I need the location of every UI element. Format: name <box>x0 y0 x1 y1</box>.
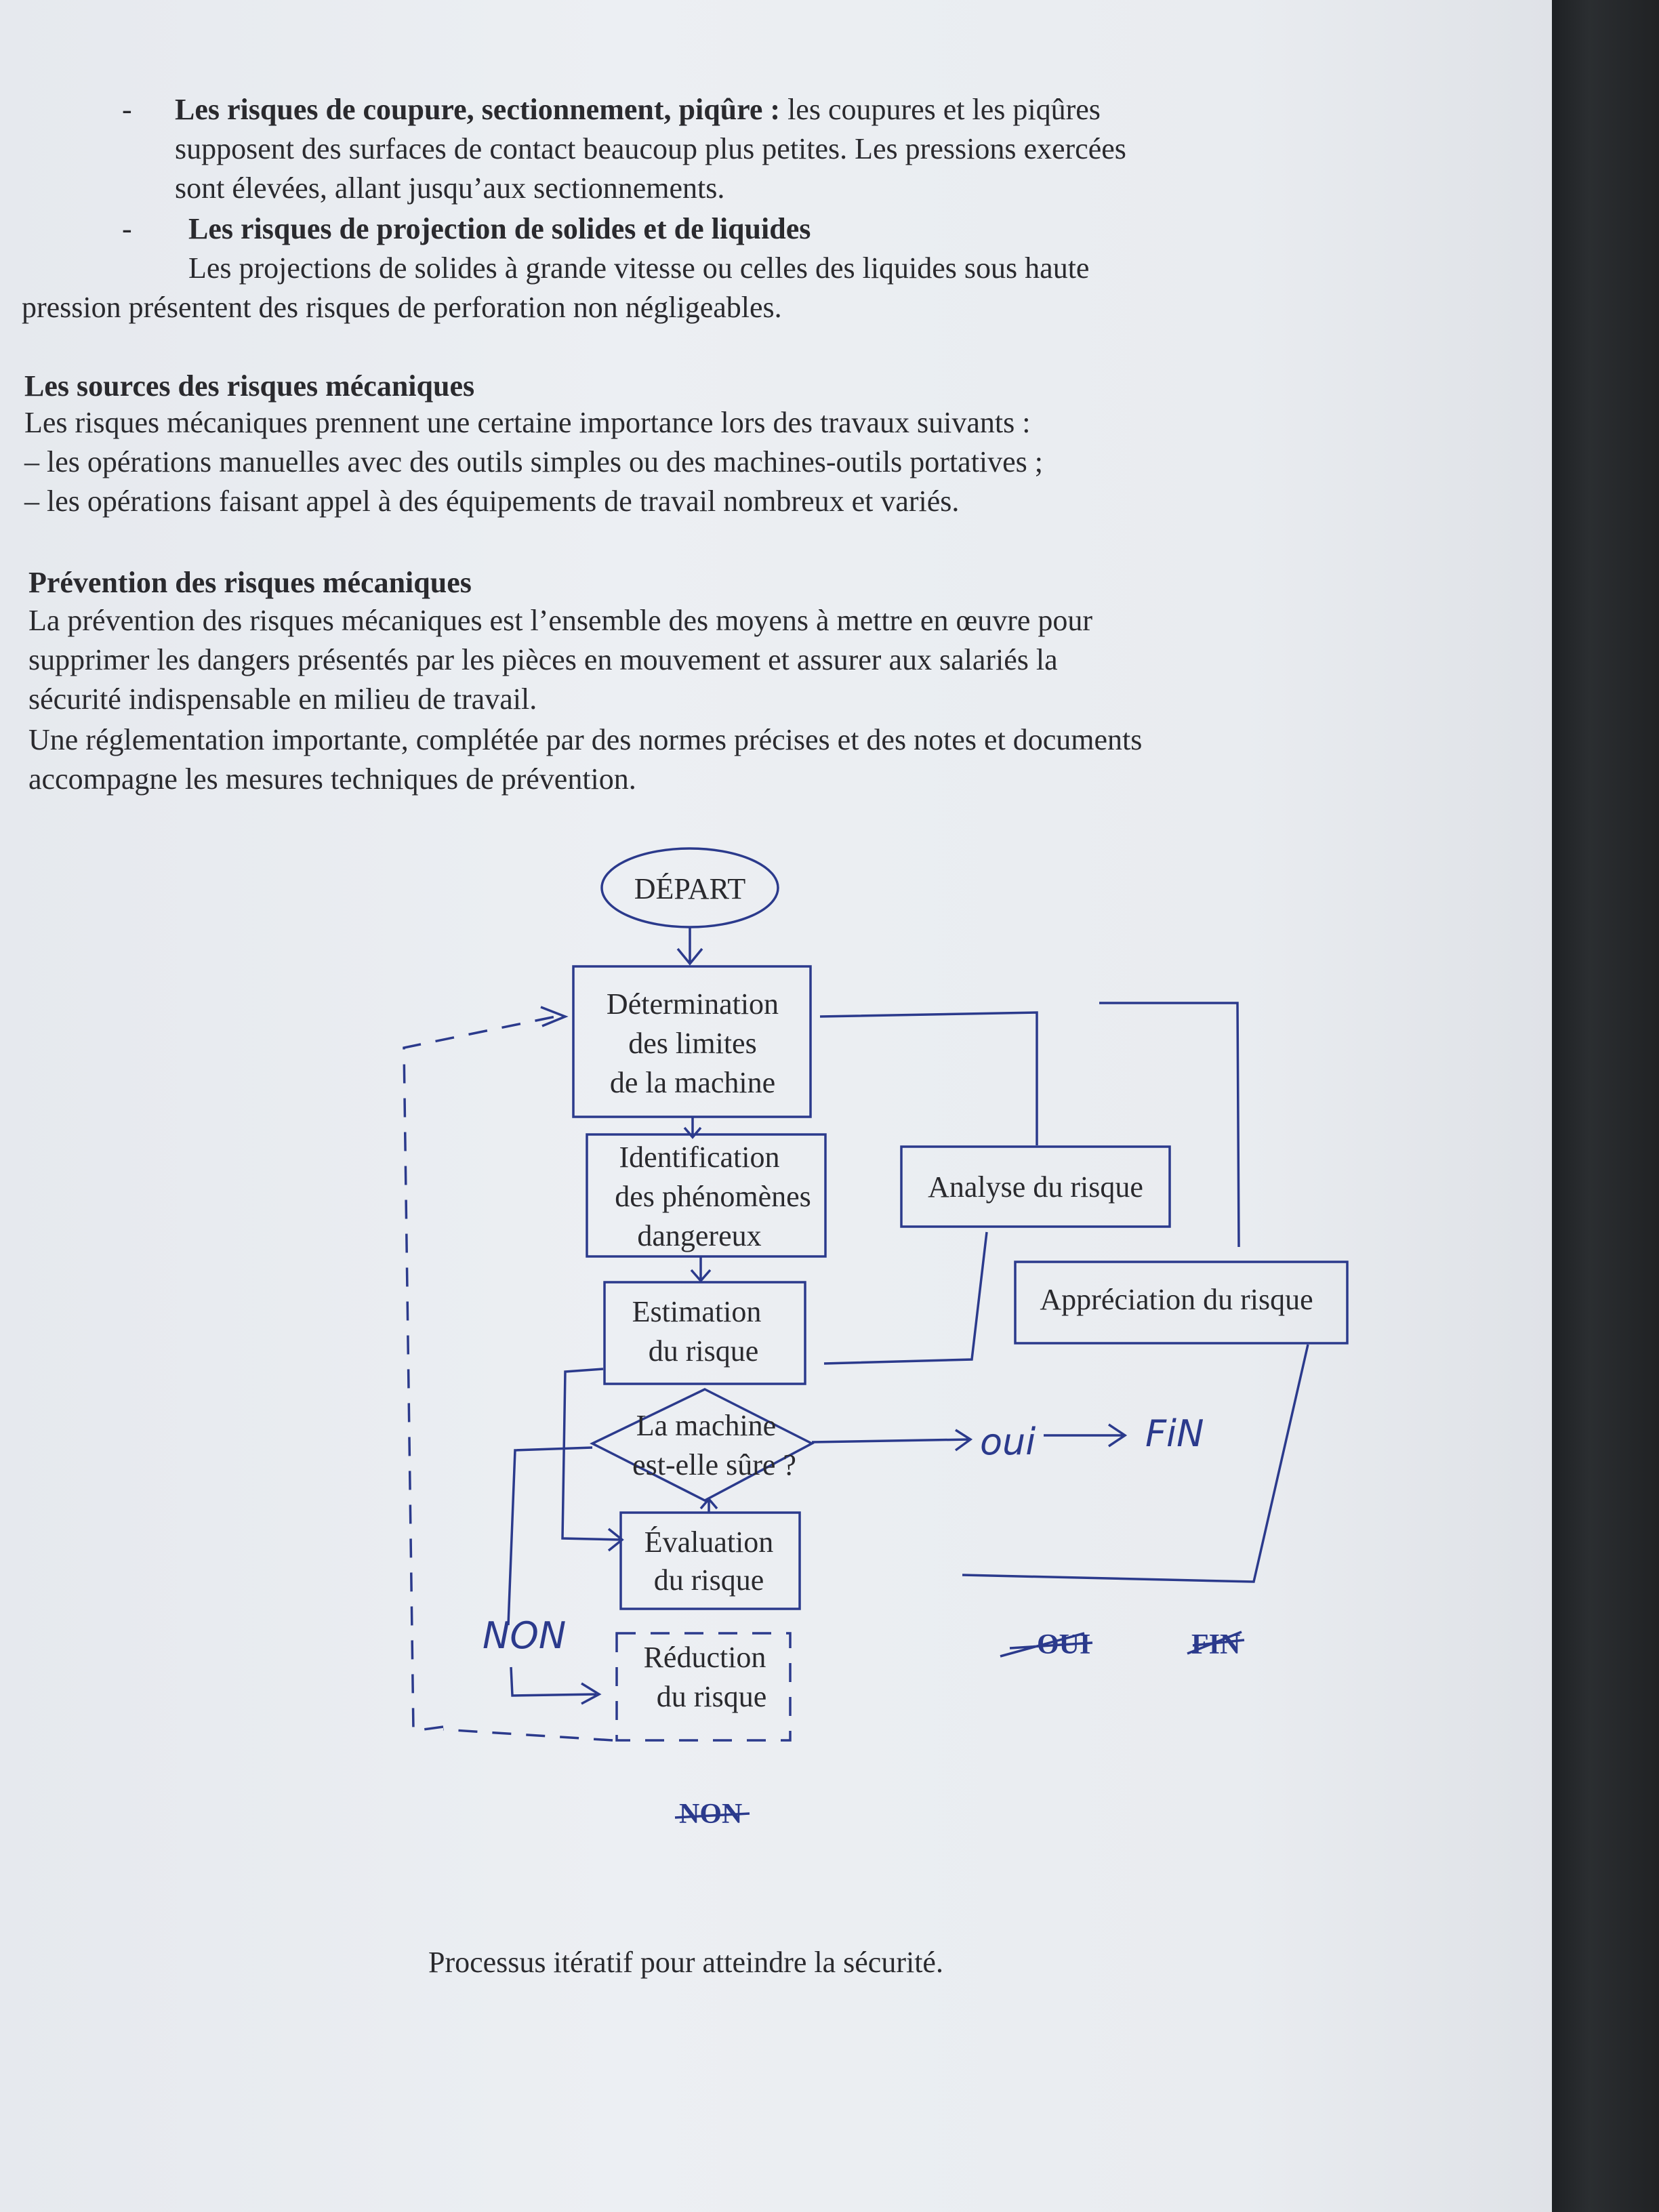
prevention-p3: sécurité indispensable en milieu de travail. <box>28 682 537 716</box>
struck-fin: FIN <box>1191 1629 1241 1660</box>
sources-item-1: – les opérations manuelles avec des outils simples ou des machines-outils portatives ; <box>24 445 1044 478</box>
struck-non: NON <box>679 1799 743 1830</box>
bullet-2-text-2: pression présentent des risques de perforation non négligeables. <box>22 291 782 324</box>
sources-heading: Les sources des risques mécaniques <box>24 369 475 403</box>
box-reduction-line-1: Réduction <box>643 1641 766 1674</box>
box-appreciation-label: Appréciation du risque <box>1040 1283 1313 1316</box>
arrow-2-3 <box>691 1256 710 1281</box>
box-determination-line-2: des limites <box>628 1027 757 1060</box>
box-evaluation-line-2: du risque <box>653 1563 764 1597</box>
handwritten-fin: FiN <box>1145 1412 1204 1455</box>
handwritten-non: NON <box>483 1614 567 1657</box>
prevention-p4: Une réglementation importante, complétée par des normes précises et des notes et documents <box>28 723 1143 756</box>
box-analyse-label: Analyse du risque <box>928 1170 1143 1204</box>
box-estimation-line-2: du risque <box>648 1334 759 1368</box>
box-determination-line-1: Détermination <box>606 987 779 1021</box>
box-evaluation-line-1: Évaluation <box>644 1525 774 1559</box>
bullet-1-title: Les risques de coupure, sectionnement, piqûre : <box>175 93 781 126</box>
dashed-feedback-bottom <box>443 1729 613 1740</box>
sources-item-2: – les opérations faisant appel à des équipements de travail nombreux et variés. <box>24 485 960 518</box>
bracket-analyse-top <box>820 1012 1037 1145</box>
bullet-1-text-3: sont élevées, allant jusqu’aux sectionnements. <box>175 171 725 205</box>
start-label: DÉPART <box>634 872 746 905</box>
prevention-p5: accompagne les mesures techniques de prévention. <box>28 762 636 796</box>
bracket-appreciation-bottom <box>962 1345 1308 1582</box>
arrow-oui-fin <box>1044 1425 1125 1446</box>
box-estimation-line-1: Estimation <box>632 1295 762 1328</box>
bracket-analyse-bottom <box>824 1232 987 1364</box>
arrow-4-decision <box>701 1499 717 1513</box>
handwritten-oui: oui <box>980 1420 1036 1463</box>
line-non-branch <box>508 1448 592 1625</box>
bullet-dash: - <box>122 212 132 245</box>
sources-intro: Les risques mécaniques prennent une certaine importance lors des travaux suivants : <box>24 406 1031 439</box>
figure-caption: Processus itératif pour atteindre la sécurité. <box>428 1946 943 1979</box>
struck-oui: OUI <box>1037 1629 1091 1660</box>
arrow-oui <box>812 1430 970 1450</box>
arrow-start <box>678 927 702 964</box>
bullet-dash: - <box>122 93 132 126</box>
bullet-1-text-2: supposent des surfaces de contact beaucoup plus petites. Les pressions exercées <box>175 132 1126 165</box>
bullet-1-text-1: les coupures et les piqûres <box>780 93 1101 126</box>
decision-line-1: La machine <box>636 1409 777 1442</box>
box-identification-line-3: dangereux <box>637 1219 762 1252</box>
prevention-heading: Prévention des risques mécaniques <box>28 566 472 599</box>
decision-line-2: est-elle sûre ? <box>632 1448 796 1481</box>
box-determination-line-3: de la machine <box>609 1066 776 1099</box>
prevention-p1: La prévention des risques mécaniques est l’ensemble des moyens à mettre en œuvre pour <box>28 604 1093 637</box>
bullet-2-title: Les risques de projection de solides et de liquides <box>188 212 811 245</box>
box-reduction-line-2: du risque <box>656 1680 767 1713</box>
box-identification-line-1: Identification <box>619 1141 780 1174</box>
box-identification-line-2: des phénomènes <box>615 1180 811 1213</box>
bullet-2-text-1: Les projections de solides à grande vitesse ou celles des liquides sous haute <box>188 251 1090 285</box>
decision-diamond <box>592 1389 812 1500</box>
arrow-non-reduction <box>511 1667 599 1704</box>
arrow-estimation-evaluation <box>562 1369 622 1551</box>
prevention-p2: supprimer les dangers présentés par les pièces en mouvement et assurer aux salariés la <box>28 643 1058 676</box>
